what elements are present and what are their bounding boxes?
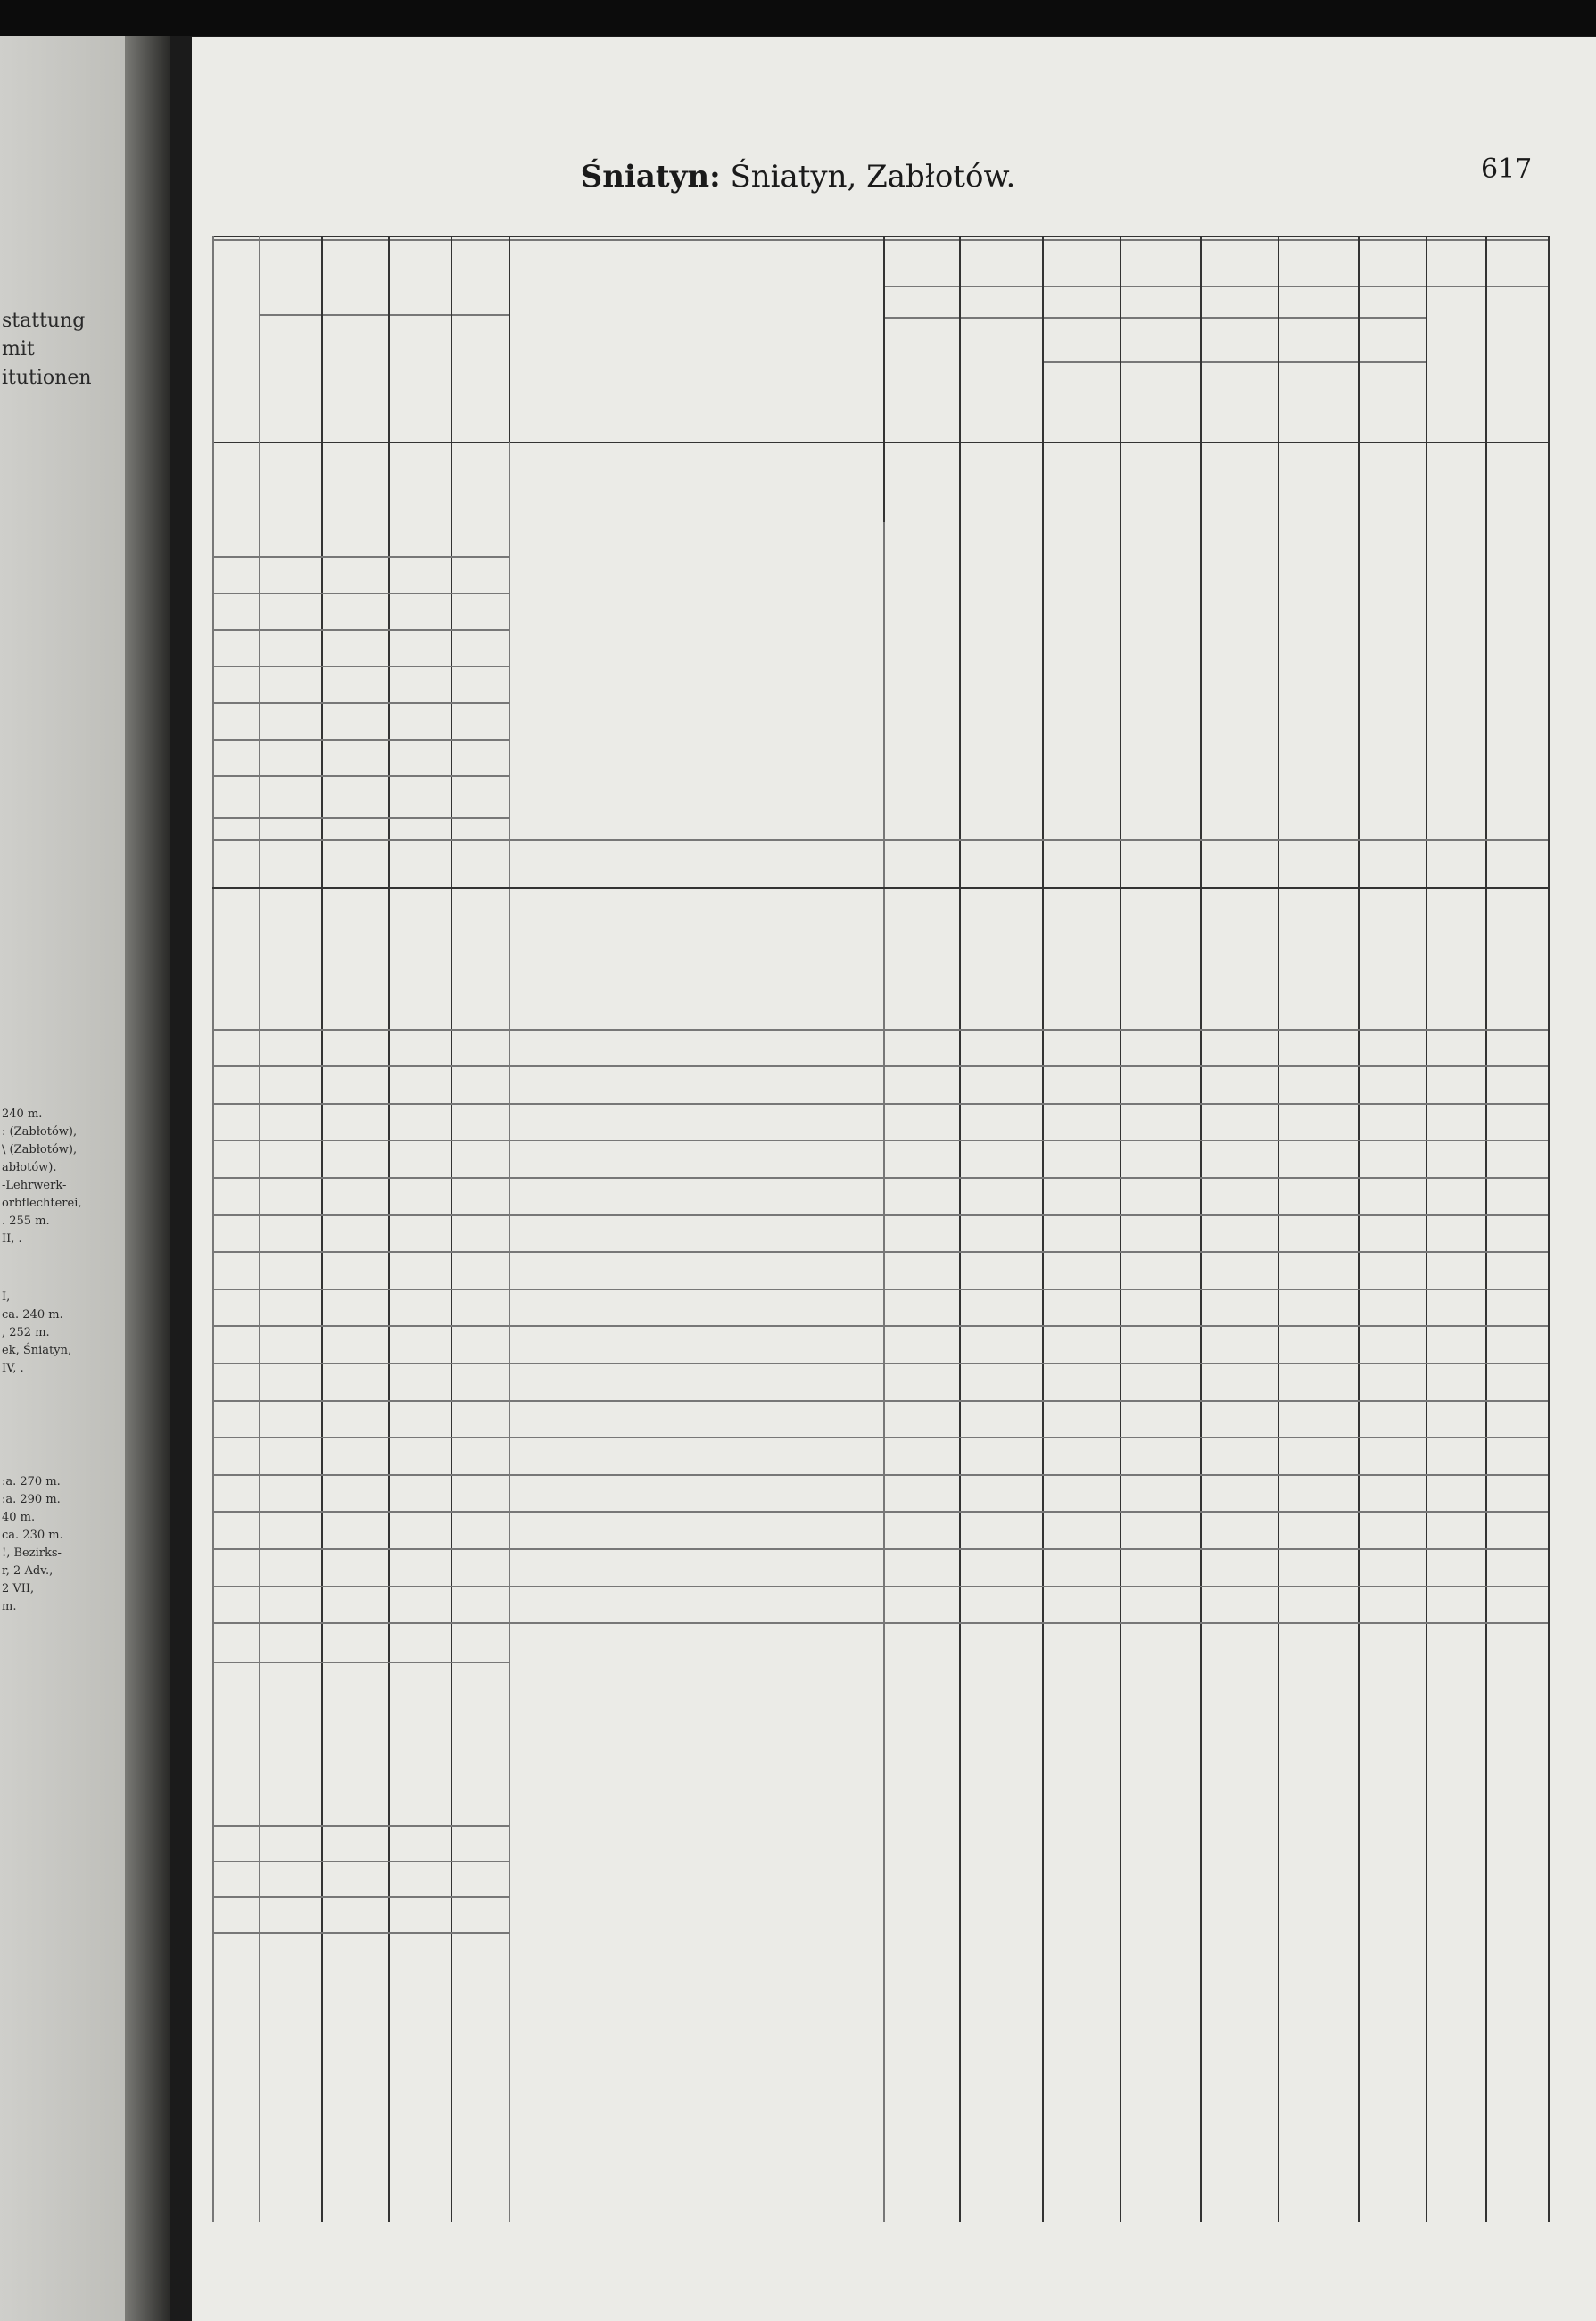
rule-vertical [1042,236,1044,2222]
rule-horizontal [212,666,509,667]
rule-horizontal [212,817,509,819]
rule-vertical [212,236,214,2222]
rule-vertical [883,236,885,2222]
rule-horizontal [212,556,509,558]
rule-horizontal [212,1548,1548,1550]
rule-horizontal [212,442,1548,443]
rule-horizontal [212,1289,1548,1290]
rule-vertical [451,236,452,2222]
margin-line: 2 VII, [2,1582,35,1596]
rule-horizontal [212,739,509,741]
rule-horizontal [212,1437,1548,1438]
rule-horizontal [212,1474,1548,1476]
rule-horizontal [212,1325,1548,1327]
title-district: Śniatyn: [580,159,721,195]
rule-horizontal [212,239,1548,241]
rule-horizontal [212,1932,509,1934]
margin-line: -Lehrwerk- [2,1179,67,1192]
rule-vertical [509,236,510,2222]
rule-vertical [1548,236,1550,2222]
rule-horizontal [212,1400,1548,1402]
rule-vertical [883,236,885,522]
rule-horizontal [259,314,509,316]
margin-line: 40 m. [2,1511,36,1524]
rule-vertical [959,236,961,2222]
rule-horizontal [212,629,509,631]
rule-horizontal [212,1622,1548,1624]
rule-horizontal [212,1214,1548,1216]
margin-line: mit [2,338,35,361]
book-gutter [125,36,170,2321]
rule-horizontal [212,839,1548,841]
margin-line: ek, Śniatyn, [2,1344,72,1357]
rule-horizontal [883,317,1426,319]
rule-vertical [1358,236,1360,2222]
margin-line: , 252 m. [2,1326,50,1339]
rule-vertical [259,236,260,2222]
rule-horizontal [212,1861,509,1862]
title-places: Śniatyn, Zabłotów. [730,159,1016,195]
margin-line: I, [2,1290,11,1304]
rule-horizontal [212,1065,1548,1067]
margin-line: m. [2,1600,17,1613]
rule-horizontal [883,286,1548,287]
margin-line: . 255 m. [2,1214,50,1228]
rule-vertical [1278,236,1279,2222]
rule-vertical [388,236,390,2222]
margin-line: :a. 290 m. [2,1493,61,1506]
margin-line: ca. 230 m. [2,1529,63,1542]
rule-horizontal [212,1140,1548,1141]
rule-horizontal [212,1251,1548,1253]
margin-line: itutionen [2,367,92,389]
rule-horizontal [212,1103,1548,1105]
rule-horizontal [1042,361,1426,363]
rule-vertical [1426,236,1427,2222]
margin-line: II, . [2,1232,22,1246]
page-title [0,159,1596,195]
rule-horizontal [212,1586,1548,1587]
rule-horizontal [212,702,509,704]
rule-vertical [1120,236,1121,2222]
rule-horizontal [212,775,509,777]
margin-line: :a. 270 m. [2,1475,61,1488]
rule-horizontal [212,236,1548,237]
rule-horizontal [212,1896,509,1898]
rule-vertical [1485,236,1487,2222]
margin-line: IV, . [2,1362,24,1375]
rule-vertical [509,236,510,442]
rule-horizontal [212,1363,1548,1364]
rule-horizontal [212,593,509,594]
margin-line: r, 2 Adv., [2,1564,54,1578]
page-number: 617 [1481,153,1533,185]
rule-horizontal [212,887,1548,889]
page-sheet [192,37,1596,2321]
rule-horizontal [212,1662,509,1663]
margin-line: !, Bezirks- [2,1546,62,1560]
margin-line: 240 m. [2,1107,43,1121]
margin-line: ca. 240 m. [2,1308,63,1322]
rule-horizontal [212,1511,1548,1513]
margin-line: abłotów). [2,1161,57,1174]
rule-horizontal [212,1825,509,1827]
rule-vertical [321,236,323,2222]
rule-horizontal [212,1029,1548,1031]
margin-line: \ (Zabłotów), [2,1143,78,1156]
margin-line: orbflechterei, [2,1197,82,1210]
margin-line: : (Zabłotów), [2,1125,78,1139]
margin-line: stattung [2,310,86,332]
scan-top-border [0,0,1596,36]
rule-horizontal [212,1177,1548,1179]
rule-vertical [1200,236,1202,2222]
